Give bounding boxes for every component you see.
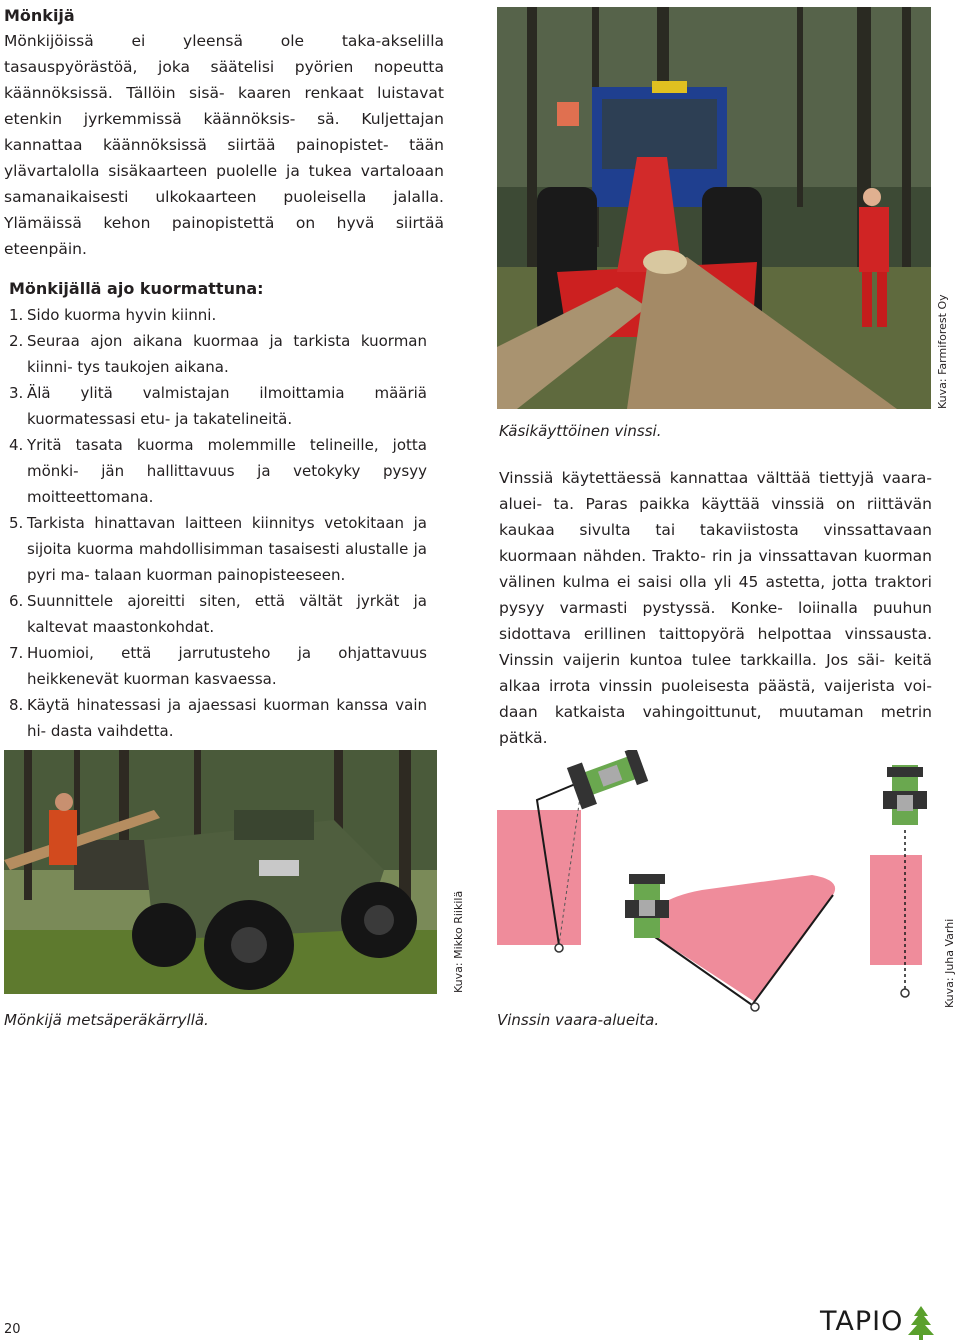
list-item: 5. Tarkista hinattavan laitteen kiinnitys vetokitaan ja sijoita kuorma mahdollisimman tasaisesti alustalle ja pyri ma- talaan kuorman painopisteeseen.: [9, 514, 427, 584]
text-line: 45 astetta, jotta traktori pysyy varmasti pystyssä. Konke-: [499, 573, 932, 617]
text-line: daan katkaista vahingoittunut, muutaman metrin pätkä.: [499, 703, 932, 747]
winch-danger-zone-diagram: [497, 750, 933, 1018]
tapio-logo: [820, 1306, 935, 1340]
text-line: ta. Paras paikka käyttää vinssiä on riittävän kaukaa sivulta: [499, 495, 932, 539]
logo-text: TAPIO: [820, 1306, 904, 1337]
danger-zone: [645, 875, 835, 1002]
text-line: vinssausta. Vinssin vaijerin kuntoa tulee tarkkailla. Jos säi-: [499, 625, 932, 669]
list-item: 7. Huomioi, että jarrutusteho ja ohjattavuus heikkenevät kuorman kasvaessa.: [9, 644, 427, 688]
photo-caption: Mönkijä metsäperäkärryllä.: [4, 1011, 209, 1029]
text-line: rin ja vinssattavan kuorman välinen kulma ei saisi olla yli: [499, 547, 933, 591]
text-line: joka säätelisi pyörien nopeutta käännöksissä. Tällöin sisä-: [4, 58, 444, 102]
left-text-column: [4, 4, 444, 770]
danger-zone: [497, 810, 581, 945]
text-line: loiinalla puuhun sidottava erillinen taittopyörä helpottaa: [499, 599, 932, 643]
pulley-icon: [751, 1003, 759, 1011]
danger-zone: [870, 855, 922, 965]
tree-icon: [908, 1306, 934, 1340]
photo-credit: Kuva: Juha Varhi: [943, 918, 956, 1008]
list-item: 6. Suunnittele ajoreitti siten, että vältät jyrkät ja kaltevat maastonkohdat.: [9, 592, 427, 636]
page-number: 20: [4, 1322, 21, 1337]
list-heading: Mönkijällä ajo kuormattuna:: [9, 279, 264, 298]
atv-trailer-photo: [4, 750, 437, 994]
text-line: samanaikaisesti ulkokaarteen puoleisella jalalla. Ylämäissä: [4, 188, 444, 232]
list-item: 1. Sido kuorma hyvin kiinni.: [9, 306, 217, 324]
tractor-icon: [567, 750, 650, 809]
intro-paragraph: [4, 28, 444, 262]
list-item: 2. Seuraa ajon aikana kuormaa ja tarkista kuorman kiinni- tys taukojen aikana.: [9, 332, 427, 376]
text-line: sä. Kuljettajan kannattaa käännöksissä siirtää painopistet-: [4, 110, 444, 154]
tractor-icon: [883, 765, 927, 825]
winch-tractor-photo: [497, 7, 931, 409]
text-line: keitä alkaa irrota vinssin puoleisesta päästä, vaijerista voi-: [499, 651, 932, 695]
diagram-caption: Vinssin vaara-alueita.: [497, 1011, 660, 1029]
anchor-point-icon: [555, 944, 563, 952]
text-line: kehon painopistettä on hyvä siirtää eteenpäin.: [4, 214, 444, 258]
photo-caption: Käsikäyttöinen vinssi.: [499, 422, 662, 440]
list-item: 4. Yritä tasata kuorma molemmille telineille, jotta mönki- jän hallittavuus ja vetokyky pysyy moitteettomana.: [9, 436, 427, 506]
text-line: Vinssiä käytettäessä kannattaa välttää tiettyjä vaara-aluei-: [499, 469, 932, 513]
winch-paragraph: [499, 465, 932, 751]
text-line: tään ylävartalolla sisäkaarteen puolelle ja tukea vartaloaan: [4, 136, 444, 180]
list-item: 3. Älä ylitä valmistajan ilmoittamia määriä kuormatessasi etu- ja takatelineitä.: [9, 384, 427, 428]
anchor-point-icon: [901, 989, 909, 997]
text-line: kaaren renkaat luistavat etenkin jyrkemmissä käännöksis-: [4, 84, 444, 128]
photo-credit: Kuva: Farmiforest Oy: [936, 294, 949, 409]
loading-steps-list: [4, 302, 444, 744]
section-heading: Mönkijä: [4, 6, 75, 25]
text-line: Mönkijöissä ei yleensä ole taka-akselilla tasauspyörästöä,: [4, 32, 444, 76]
text-line: tai takaviistosta vinssattavaan kuormaan nähden. Trakto-: [499, 521, 932, 565]
photo-credit: Kuva: Mikko Riikilä: [452, 890, 465, 993]
list-item: 8. Käytä hinatessasi ja ajaessasi kuorman kanssa vain hi- dasta vaihdetta.: [9, 696, 427, 740]
